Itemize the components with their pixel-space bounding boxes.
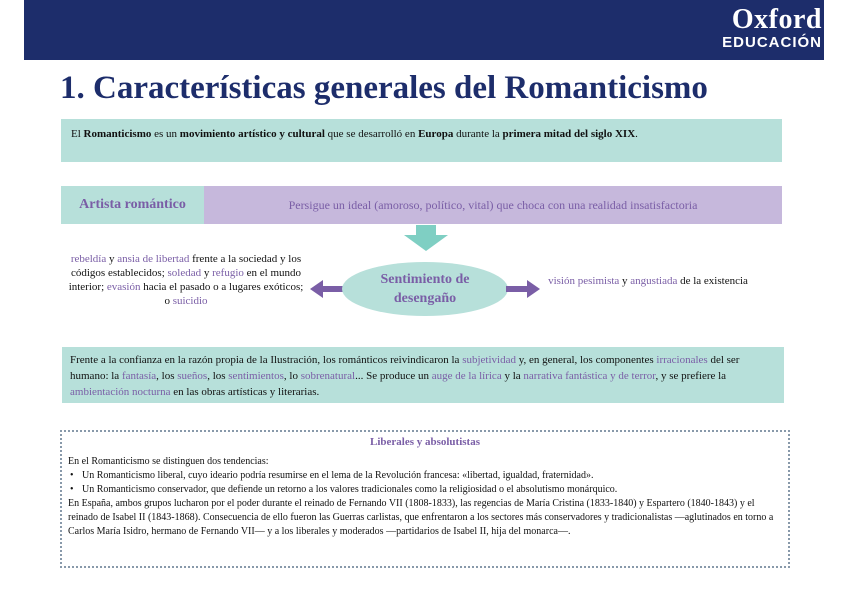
right-arrow-icon xyxy=(506,280,540,298)
sentimiento-line1: Sentimiento de xyxy=(380,272,470,287)
plain-text: y, en general, los componentes xyxy=(515,354,657,366)
brand-sub: EDUCACIÓN xyxy=(722,34,822,51)
header-bar xyxy=(24,0,824,60)
artista-bar xyxy=(61,186,782,224)
intro-bold: Europa xyxy=(418,128,454,140)
plain-text: en las obras artísticas y literarias. xyxy=(170,386,320,398)
plain-text: , lo xyxy=(283,370,301,382)
left-arrow-icon xyxy=(310,280,344,298)
highlight-text: evasión xyxy=(106,281,141,293)
down-arrow-icon xyxy=(404,225,448,251)
highlight-text: visión pesimista xyxy=(548,275,620,287)
highlight-text: sueños xyxy=(177,370,208,382)
plain-text: y xyxy=(106,253,118,265)
brand-main: Oxford xyxy=(731,4,822,35)
plain-text: ... Se produce un xyxy=(355,370,432,382)
plain-text: , y se prefiere la xyxy=(655,370,727,382)
highlight-text: fantasía xyxy=(121,370,157,382)
plain-text: , los xyxy=(207,370,229,382)
highlight-text: rebeldía xyxy=(70,253,107,265)
intro-text: durante la xyxy=(453,128,503,140)
plain-text: frente a la sociedad y los códigos establecidos; xyxy=(70,253,302,279)
intro-text: El xyxy=(71,128,84,140)
liberales-paragraph: En España, ambos grupos lucharon por el poder durante el reinado de Fernando VII (1808-1833), las regencias de María Cristina (1833-1840) y Espartero (1840-1843) y el reinado de Isabel II (1843-1868). Consecuencia de ello fueron las Guerras carlistas, que enfrentaron a los sectores más conservadores y tradicionalistas —aglutinados en torno a Carlos María Isidro, hermano de Fernando VII— y a los liberales y moderados —partidarios de Isabel II, hija del monarca—. xyxy=(68,498,774,537)
plain-text: y xyxy=(619,275,631,287)
plain-text: y xyxy=(201,267,213,279)
bullet-text: Un Romanticismo liberal, cuyo ideario podría resumirse en el lema de la Revolución francesa: «libertad, igualdad, fraternidad». xyxy=(82,470,594,481)
artista-description: Persigue un ideal (amoroso, político, vital) que choca con una realidad insatisfactoria xyxy=(204,186,782,224)
list-item xyxy=(68,469,782,483)
highlight-text: narrativa fantástica y de terror xyxy=(523,370,656,382)
highlight-text: sobrenatural xyxy=(300,370,356,382)
liberales-intro: En el Romanticismo se distinguen dos tendencias: xyxy=(68,456,269,467)
plain-text: del ser humano: la xyxy=(70,354,740,382)
highlight-text: soledad xyxy=(167,267,202,279)
intro-bold: movimiento artístico y cultural xyxy=(179,128,325,140)
intro-box xyxy=(61,119,782,162)
sentimiento-line2: desengaño xyxy=(393,291,457,306)
left-consequences-text xyxy=(66,252,306,308)
highlight-text: refugio xyxy=(212,267,244,279)
plain-text: de la existencia xyxy=(677,275,748,287)
intro-bold: primera mitad del siglo XIX xyxy=(502,128,636,140)
plain-text: en el mundo interior; xyxy=(68,267,302,293)
bullet-text: Un Romanticismo conservador, que defiende un retorno a los valores tradicionales como la religiosidad o el absolutismo monárquico. xyxy=(82,484,618,495)
list-item xyxy=(68,483,782,497)
highlight-text: ambientación nocturna xyxy=(70,386,171,398)
bullet-icon: • xyxy=(70,470,74,481)
highlight-text: irracionales xyxy=(656,354,708,366)
plain-text: , los xyxy=(156,370,178,382)
right-consequences-text xyxy=(548,274,748,288)
intro-bold: Romanticismo xyxy=(83,128,152,140)
intro-text: es un xyxy=(151,128,180,140)
intro-text: que se desarrolló en xyxy=(324,128,419,140)
liberales-body xyxy=(68,455,782,539)
highlight-text: ansia de libertad xyxy=(117,253,190,265)
liberales-title: Liberales y absolutistas xyxy=(369,436,480,448)
highlight-text: auge de la lírica xyxy=(431,370,502,382)
intro-text: . xyxy=(635,128,638,140)
page-title: 1. Características generales del Romanticismo xyxy=(60,70,708,106)
highlight-text: sentimientos xyxy=(228,370,284,382)
highlight-text: suicidio xyxy=(172,295,208,307)
bullet-icon: • xyxy=(70,484,74,495)
plain-text: hacia el pasado o a lugares exóticos; o xyxy=(140,281,304,307)
plain-text: y la xyxy=(501,370,524,382)
highlight-text: subjetividad xyxy=(462,354,516,366)
oxford-logo xyxy=(722,6,822,52)
frente-box xyxy=(62,347,784,403)
highlight-text: angustiada xyxy=(630,275,678,287)
sentimiento-label xyxy=(342,270,508,308)
plain-text: Frente a la confianza en la razón propia de la Ilustración, los románticos reivindicaron la xyxy=(70,354,463,366)
artista-label: Artista romántico xyxy=(61,186,204,224)
